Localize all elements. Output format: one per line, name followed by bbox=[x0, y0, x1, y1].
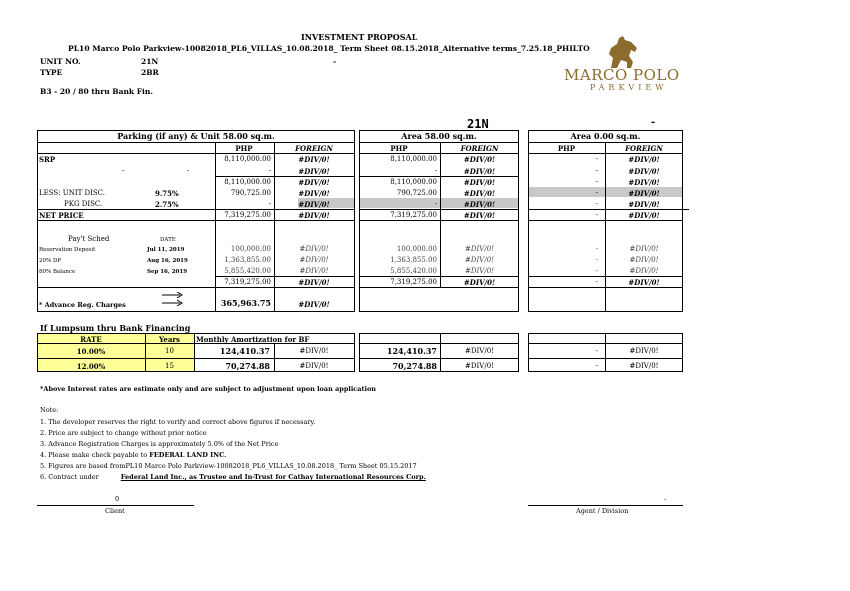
pay3-foreign: #DIV/0! bbox=[299, 267, 329, 275]
lumpsum-rate: 12.00% bbox=[76, 362, 106, 371]
lumpsum-years: 10 bbox=[165, 347, 174, 355]
disclaimer: *Above Interest rates are estimate only and are subject to adjustment upon loan application bbox=[40, 385, 377, 393]
years-header: Years bbox=[158, 335, 180, 344]
box2-net: 7,319,275.00 bbox=[390, 211, 437, 219]
type-value: 2BR bbox=[141, 68, 159, 77]
box3-php-cell: - bbox=[595, 278, 598, 286]
box2-less-foreign: #DIV/0! bbox=[463, 189, 496, 198]
box2-total-foreign: #DIV/0! bbox=[463, 278, 496, 287]
pay1-label: Reservation Deposit bbox=[39, 247, 96, 253]
client-label: Client bbox=[105, 507, 125, 515]
amort-header: Monthly Amortization for BF bbox=[196, 335, 310, 344]
net-price-foreign: #DIV/0! bbox=[298, 211, 330, 220]
arrow-icon bbox=[160, 292, 184, 308]
box2-pay3: 5,855,420.00 bbox=[390, 267, 437, 275]
srp-label: SRP bbox=[39, 155, 56, 164]
lumpsum-box2-amort: 70,274.88 bbox=[392, 361, 437, 371]
box3-php-cell: - bbox=[595, 267, 598, 275]
box2-subtotal-foreign: #DIV/0! bbox=[463, 178, 496, 187]
lumpsum-rate: 10.00% bbox=[76, 347, 106, 356]
box2-pay3-foreign: #DIV/0! bbox=[465, 267, 494, 275]
box3-php-cell: - bbox=[595, 189, 598, 197]
box3-php-cell: - bbox=[595, 256, 598, 264]
box3-foreign-cell: #DIV/0! bbox=[629, 267, 659, 275]
payment-schedule-label: Pay't Sched bbox=[68, 235, 110, 243]
box2-row2-foreign: #DIV/0! bbox=[463, 167, 496, 176]
net-price-php: 7,319,275.00 bbox=[224, 211, 271, 219]
box3-foreign-cell: #DIV/0! bbox=[629, 256, 659, 264]
box2-pay1: 100,000.00 bbox=[396, 245, 437, 253]
pkg-disc-pct: 2.75% bbox=[155, 200, 179, 209]
lumpsum-amort: 70,274.88 bbox=[225, 361, 270, 371]
box3-foreign-cell: #DIV/0! bbox=[628, 278, 660, 287]
pay3-label: 80% Balance bbox=[39, 269, 76, 275]
box3-foreign-cell: #DIV/0! bbox=[628, 200, 660, 209]
row2-a: - bbox=[122, 167, 125, 175]
pay3-date: Sep 16, 2019 bbox=[147, 269, 188, 275]
unit-big: 21N bbox=[467, 117, 489, 131]
lumpsum-foreign: #DIV/0! bbox=[299, 362, 329, 370]
srp-php: 8,110,000.00 bbox=[224, 155, 271, 163]
logo-line1: MARCO POLO bbox=[564, 66, 680, 84]
doc-subtitle: PL10 Marco Polo Parkview-10082018_PL6_VILLAS_10.08.2018_ Term Sheet 08.15.2018_Alternative terms_7.25.18_PHILTO bbox=[68, 44, 590, 53]
pkg-disc-label: PKG DISC. bbox=[64, 200, 103, 208]
note-4: 4. Please make check payable to FEDERAL LAND INC. bbox=[40, 451, 227, 459]
rate-header: RATE bbox=[80, 335, 102, 344]
client-value: 0 bbox=[115, 495, 120, 503]
box1-col-php: PHP bbox=[235, 144, 253, 153]
box2-col-php: PHP bbox=[390, 144, 408, 153]
box3-header: Area 0.00 sq.m. bbox=[570, 131, 641, 141]
row2-b: - bbox=[187, 167, 190, 175]
row2-foreign: #DIV/0! bbox=[298, 167, 330, 176]
box3-foreign-cell: #DIV/0! bbox=[628, 167, 660, 176]
subtotal-foreign: #DIV/0! bbox=[298, 178, 330, 187]
lumpsum-years: 15 bbox=[165, 362, 174, 370]
box3-php-cell: - bbox=[595, 155, 598, 163]
pay2-php: 1,363,855.00 bbox=[224, 256, 271, 264]
pay-total-php: 7,319,275.00 bbox=[224, 278, 271, 286]
pay2-foreign: #DIV/0! bbox=[299, 256, 329, 264]
box1-header: Parking (if any) & Unit 58.00 sq.m. bbox=[117, 131, 275, 141]
pkg-disc-php: - bbox=[268, 200, 271, 208]
less-disc-label: LESS: UNIT DISC. bbox=[39, 189, 105, 197]
notes-title: Note: bbox=[40, 406, 59, 414]
lumpsum-title: If Lumpsum thru Bank Financing bbox=[40, 323, 191, 333]
box3-php-cell: - bbox=[595, 200, 598, 208]
pay1-date: Jul 11, 2019 bbox=[147, 247, 185, 253]
box3-col-foreign: FOREIGN bbox=[625, 144, 663, 153]
date-header: DATE bbox=[160, 237, 176, 243]
box2-row2: - bbox=[434, 167, 437, 175]
scheme-label: B3 - 20 / 80 thru Bank Fin. bbox=[40, 87, 153, 96]
box2-header: Area 58.00 sq.m. bbox=[401, 131, 477, 141]
box3-foreign-cell: #DIV/0! bbox=[628, 178, 660, 187]
note-6: 6. Contract under Federal Land Inc., as Trustee and In-Trust for Cathay International Resources Corp. bbox=[40, 473, 426, 481]
less-disc-foreign: #DIV/0! bbox=[298, 189, 330, 198]
lumpsum-box2-amort: 124,410.37 bbox=[386, 346, 437, 356]
unit-big-dash: - bbox=[651, 117, 656, 128]
pay1-php: 100,000.00 bbox=[230, 245, 271, 253]
unit-dash: - bbox=[333, 57, 337, 66]
lumpsum-box2-foreign: #DIV/0! bbox=[465, 347, 494, 355]
box3-foreign-cell: #DIV/0! bbox=[629, 245, 659, 253]
less-disc-pct: 9.75% bbox=[155, 189, 179, 198]
box2-pay1-foreign: #DIV/0! bbox=[465, 245, 494, 253]
box2-subtotal: 8,110,000.00 bbox=[390, 178, 437, 186]
box2-pay2: 1,363,855.00 bbox=[390, 256, 437, 264]
box1-col-foreign: FOREIGN bbox=[295, 144, 333, 153]
horse-icon bbox=[603, 34, 645, 70]
box3-foreign-cell: #DIV/0! bbox=[628, 211, 660, 220]
box3-php-cell: - bbox=[595, 245, 598, 253]
box3-foreign-cell: #DIV/0! bbox=[628, 155, 660, 164]
lumpsum-box3-foreign: #DIV/0! bbox=[629, 347, 659, 355]
doc-title: INVESTMENT PROPOSAL bbox=[301, 32, 418, 42]
lumpsum-amort: 124,410.37 bbox=[219, 346, 270, 356]
lumpsum-box2-foreign: #DIV/0! bbox=[465, 362, 494, 370]
pay2-label: 20% DP bbox=[39, 258, 62, 264]
box2-pay2-foreign: #DIV/0! bbox=[465, 256, 494, 264]
net-price-label: NET PRICE bbox=[39, 211, 84, 220]
note-1: 1. The developer reserves the right to verify and correct above figures if necessary. bbox=[40, 418, 316, 426]
adv-charges-label: * Advance Reg. Charges bbox=[39, 301, 126, 309]
box3-foreign-cell: #DIV/0! bbox=[628, 189, 660, 198]
pay-total-foreign: #DIV/0! bbox=[298, 278, 330, 287]
box2-srp-foreign: #DIV/0! bbox=[463, 155, 496, 164]
box3-php-cell: - bbox=[595, 167, 598, 175]
box2-net-foreign: #DIV/0! bbox=[463, 211, 496, 220]
row2-php: - bbox=[268, 167, 271, 175]
pkg-disc-foreign: #DIV/0! bbox=[298, 200, 330, 209]
box3-php-cell: - bbox=[595, 178, 598, 186]
agent-value: - bbox=[664, 495, 667, 503]
box2-total: 7,319,275.00 bbox=[390, 278, 437, 286]
lumpsum-foreign: #DIV/0! bbox=[299, 347, 329, 355]
unit-label: UNIT NO. bbox=[40, 57, 81, 66]
box3-col-php: PHP bbox=[557, 144, 576, 153]
box2-col-foreign: FOREIGN bbox=[460, 144, 499, 153]
box2-pkg: - bbox=[434, 200, 437, 208]
srp-foreign: #DIV/0! bbox=[298, 155, 330, 164]
less-disc-php: 790,725.00 bbox=[230, 189, 271, 197]
pay3-php: 5,855,420.00 bbox=[224, 267, 271, 275]
lumpsum-box3-foreign: #DIV/0! bbox=[629, 362, 659, 370]
box2-srp: 8,110,000.00 bbox=[390, 155, 437, 163]
box2-pkg-foreign: #DIV/0! bbox=[463, 200, 496, 209]
box2-less: 790,725.00 bbox=[396, 189, 437, 197]
lumpsum-box3-amort: - bbox=[595, 362, 598, 370]
lumpsum-box3-amort: - bbox=[595, 347, 598, 355]
note-2: 2. Price are subject to change without prior notice bbox=[40, 429, 207, 437]
adv-charges-php: 365,963.75 bbox=[220, 298, 271, 308]
logo-line2: PARKVIEW bbox=[590, 83, 668, 92]
note-5: 5. Figures are based fromPL10 Marco Polo Parkview-10082018_PL6_VILLAS_10.08.2018_ Term Sheet 05.15.2017 bbox=[40, 462, 417, 470]
adv-charges-foreign: #DIV/0! bbox=[298, 300, 330, 309]
agent-label: Agent / Division bbox=[576, 507, 629, 515]
subtotal-php: 8,110,000.00 bbox=[224, 178, 271, 186]
unit-value: 21N bbox=[141, 57, 159, 66]
pay2-date: Aug 16, 2019 bbox=[147, 258, 188, 264]
box3-php-cell: - bbox=[595, 211, 598, 219]
pay1-foreign: #DIV/0! bbox=[299, 245, 329, 253]
type-label: TYPE bbox=[40, 68, 63, 77]
note-3: 3. Advance Registration Charges is approximately 5.0% of the Net Price bbox=[40, 440, 279, 448]
